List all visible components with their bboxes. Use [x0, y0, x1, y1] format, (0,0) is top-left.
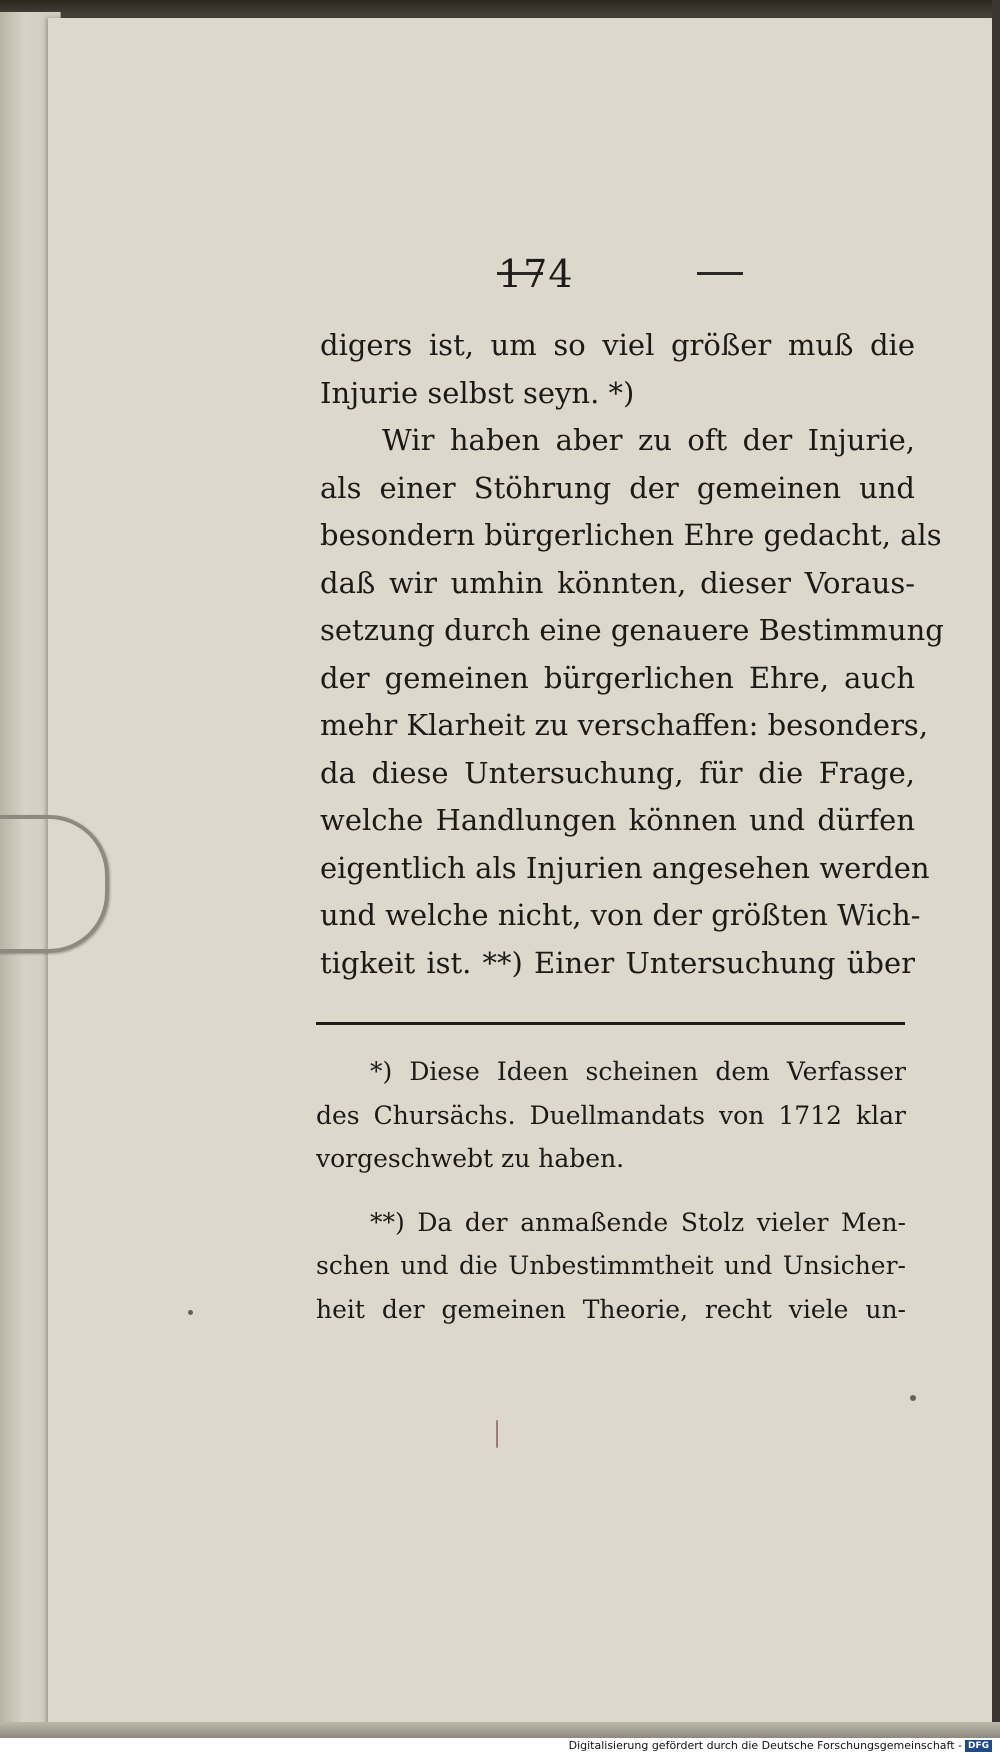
body-line: als einer Stöhrung der gemeinen und [320, 470, 915, 505]
digitization-credit [569, 1739, 992, 1752]
body-line: mehr Klarheit zu verschaffen: besonders, [320, 708, 929, 742]
credit-text: Digitalisierung gefördert durch die Deutsche Forschungsgemeinschaft - [568, 1739, 962, 1752]
footnotes [316, 1050, 906, 1331]
footnote-line: heit der gemeinen Theorie, recht viele un- [316, 1294, 906, 1324]
footnote-line: **) Da der anmaßende Stolz vieler Men- [370, 1207, 906, 1237]
body-line: da diese Untersuchung, für die Frage, [320, 755, 915, 790]
body-line: digers ist, um so viel größer muß die [320, 328, 915, 362]
paper-speck [910, 1395, 916, 1401]
body-line: besondern bürgerlichen Ehre gedacht, als [320, 518, 942, 552]
body-line: Wir haben aber zu oft der Injurie, [382, 423, 915, 457]
body-line: setzung durch eine genauere Bestimmung [320, 613, 944, 647]
body-line: daß wir umhin könnten, dieser Voraus- [320, 565, 915, 600]
body-line: Injurie selbst seyn. *) [320, 375, 635, 410]
body-line: eigentlich als Injurien angesehen werden [320, 850, 930, 885]
scan-bottom-edge [0, 1722, 1000, 1738]
body-text [320, 322, 944, 987]
body-line: und welche nicht, von der größten Wich- [320, 898, 921, 932]
body-line: tigkeit ist. **) Einer Untersuchung über [320, 945, 915, 980]
footnote-line: *) Diese Ideen scheinen dem Verfasser [370, 1057, 906, 1086]
book-clip [0, 815, 109, 953]
paper-speck [496, 1420, 498, 1448]
page-number-dash-right [697, 272, 743, 275]
footnote-gap [316, 1181, 906, 1201]
footnote-line: vorgeschwebt zu haben. [316, 1144, 625, 1173]
footnote-rule [316, 1022, 905, 1025]
footnote-1 [316, 1050, 906, 1181]
footnote-line: schen und die Unbestimmtheit und Unsicher- [316, 1251, 906, 1280]
body-line: der gemeinen bürgerlichen Ehre, auch [320, 660, 915, 695]
footnote-line: des Chursächs. Duellmandats von 1712 klar [316, 1100, 906, 1130]
footnote-2 [316, 1201, 906, 1332]
dfg-logo-icon: DFG [965, 1740, 992, 1752]
page-number: 174 [498, 252, 574, 296]
paper-speck [188, 1310, 193, 1315]
body-line: welche Handlungen können und dürfen [320, 803, 915, 837]
scan-right-edge [992, 0, 1000, 1738]
